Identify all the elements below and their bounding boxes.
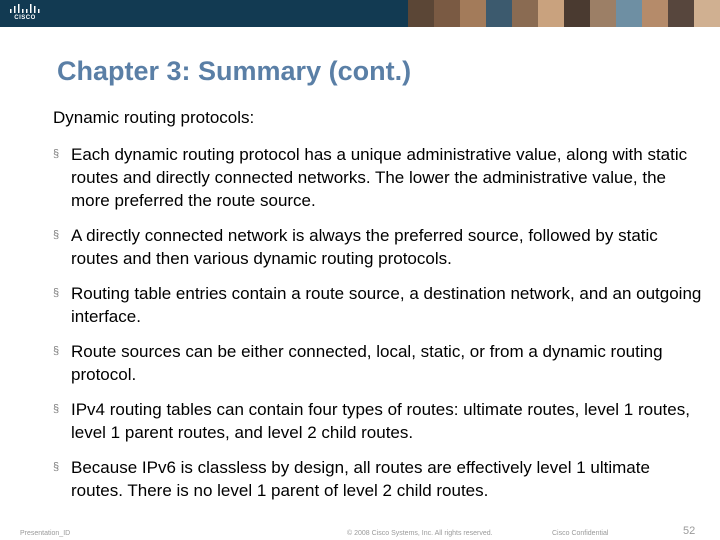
header-photo xyxy=(616,0,642,27)
bullet-text: A directly connected network is always the preferred source, followed by static routes and then various dynamic routing protocols. xyxy=(71,226,658,268)
bullet-marker-icon: § xyxy=(53,345,60,357)
logo-text: CISCO xyxy=(14,15,36,21)
bullet-marker-icon: § xyxy=(53,287,60,299)
cisco-logo xyxy=(8,4,42,24)
bullet-item xyxy=(53,224,703,270)
bullet-item xyxy=(53,398,703,444)
header-photo xyxy=(512,0,538,27)
header-photo xyxy=(564,0,590,27)
bullet-item xyxy=(53,282,703,328)
bullet-marker-icon: § xyxy=(53,148,60,160)
bullet-text: Route sources can be either connected, local, static, or from a dynamic routing protocol. xyxy=(71,342,663,384)
footer xyxy=(0,525,720,540)
bullet-text: Because IPv6 is classless by design, all routes are effectively level 1 ultimate routes. There is no level 1 parent of level 2 child routes. xyxy=(71,458,650,500)
header-photo xyxy=(590,0,616,27)
bullet-list xyxy=(53,143,703,514)
header-photo xyxy=(668,0,694,27)
intro-text: Dynamic routing protocols: xyxy=(53,108,255,127)
bullet-item xyxy=(53,143,703,212)
bullet-text: Routing table entries contain a route source, a destination network, and an outgoing interface. xyxy=(71,284,702,326)
page-number: 52 xyxy=(683,525,696,537)
bullet-text: Each dynamic routing protocol has a unique administrative value, along with static routes and directly connected networks. The lower the administrative value, the more preferred the route source. xyxy=(71,145,688,210)
bullet-text: IPv4 routing tables can contain four types of routes: ultimate routes, level 1 routes, level 1 parent routes, and level 2 child routes. xyxy=(71,400,690,442)
header-photo xyxy=(408,0,434,27)
header-photo-strip xyxy=(408,0,720,27)
confidential-label: Cisco Confidential xyxy=(552,530,609,537)
header-photo xyxy=(642,0,668,27)
bullet-item xyxy=(53,340,703,386)
slide-title: Chapter 3: Summary (cont.) xyxy=(57,56,412,86)
copyright-text: © 2008 Cisco Systems, Inc. All rights reserved. xyxy=(347,530,493,537)
header-bar xyxy=(0,0,720,27)
bullet-marker-icon: § xyxy=(53,403,60,415)
bullet-item xyxy=(53,456,703,502)
presentation-id: Presentation_ID xyxy=(20,530,71,537)
header-photo xyxy=(538,0,564,27)
header-photo xyxy=(694,0,720,27)
bullet-marker-icon: § xyxy=(53,461,60,473)
cisco-bars-icon xyxy=(8,4,42,14)
header-photo xyxy=(434,0,460,27)
header-photo xyxy=(486,0,512,27)
header-photo xyxy=(460,0,486,27)
bullet-marker-icon: § xyxy=(53,229,60,241)
